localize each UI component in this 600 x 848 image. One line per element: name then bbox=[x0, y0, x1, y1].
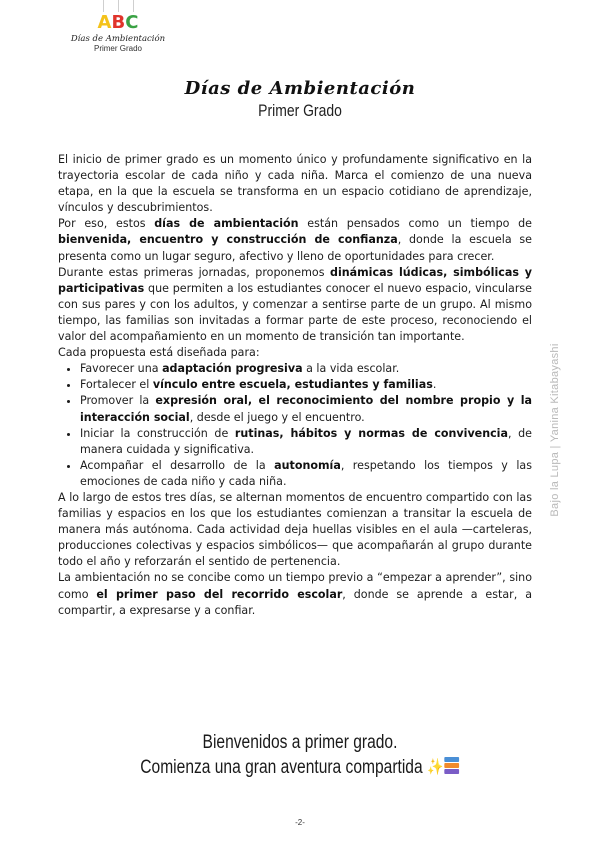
list-item: • Iniciar la construcción de rutinas, hábitos y normas de convivencia, de manera cuidada y significativa. bbox=[80, 426, 532, 458]
paragraph-conclusion: La ambientación no se concibe como un tiempo previo a “empezar a aprender”, sino como el primer paso del recorrido escolar, donde se aprende a estar, a compartir, a expresarse y a confiar. bbox=[58, 571, 532, 617]
sparkles-icon: ✨ bbox=[426, 759, 444, 777]
logo-subtitle: Primer Grado bbox=[93, 44, 142, 53]
paragraph-activities: Durante estas primeras jornadas, proponemos dinámicas lúdicas, simbólicas y participativas que permiten a los estudiantes conocer el nuevo espacio, vincularse con sus pares y con los adultos, y comenzar a sentirse parte de un grupo. Al mismo tiempo, las familias son invitadas a formar parte de este proceso, reconociendo el valor del acompañamiento en un momento de transición tan importante. bbox=[58, 265, 532, 344]
page-title: Días de Ambientación bbox=[184, 78, 416, 99]
closing-message bbox=[0, 730, 600, 780]
paragraph-three-days: A lo largo de estos tres días, se alternan momentos de encuentro compartido con las familias y espacios en los que los estudiantes comienzan a transitar la escuela de manera más autónoma. Cada actividad deja huellas visibles en el aula —carteleras, producciones colectivas y espacios simbólicos— que acompañarán al grupo durante todo el año y reforzarán el sentido de pertenencia. bbox=[58, 490, 532, 569]
paragraph-intro: El inicio de primer grado es un momento único y profundamente significativo en la trayectoria escolar de cada niño y cada niña. Marca el comienzo de una nueva etapa, en la que la escuela se transforma en un espacio cotidiano de aprendizaje, vínculos y descubrimientos. bbox=[58, 153, 532, 215]
list-item: • Fortalecer el vínculo entre escuela, estudiantes y familias. bbox=[80, 377, 532, 393]
abc-logo-icon: ABC bbox=[58, 12, 178, 34]
document-body bbox=[58, 152, 532, 619]
list-item: • Acompañar el desarrollo de la autonomía, respetando los tiempos y las emociones de cada niño y cada niña. bbox=[80, 458, 532, 490]
header-logo bbox=[58, 12, 178, 54]
books-icon bbox=[443, 757, 459, 775]
goals-list bbox=[58, 361, 532, 490]
list-item: • Favorecer una adaptación progresiva a la vida escolar. bbox=[80, 361, 532, 377]
side-credit: Bajo la Lupa | Yanina Kitabayashi bbox=[549, 343, 561, 517]
page-subtitle: Primer Grado bbox=[258, 101, 342, 120]
closing-line-2: Comienza una gran aventura compartida ✨ bbox=[54, 755, 546, 780]
page-number: -2- bbox=[295, 818, 305, 827]
paragraph-list-intro: Cada propuesta está diseñada para: bbox=[58, 346, 260, 360]
list-item: • Promover la expresión oral, el reconocimiento del nombre propio y la interacción social, desde el juego y el encuentro. bbox=[80, 393, 532, 425]
paragraph-purpose: Por eso, estos días de ambientación están pensados como un tiempo de bienvenida, encuentro y construcción de confianza, donde la escuela se presenta como un lugar seguro, afectivo y lleno de oportunidades para crecer. bbox=[58, 217, 532, 263]
closing-line-1: Bienvenidos a primer grado. bbox=[202, 732, 398, 753]
logo-title: Días de Ambientación bbox=[70, 34, 166, 44]
